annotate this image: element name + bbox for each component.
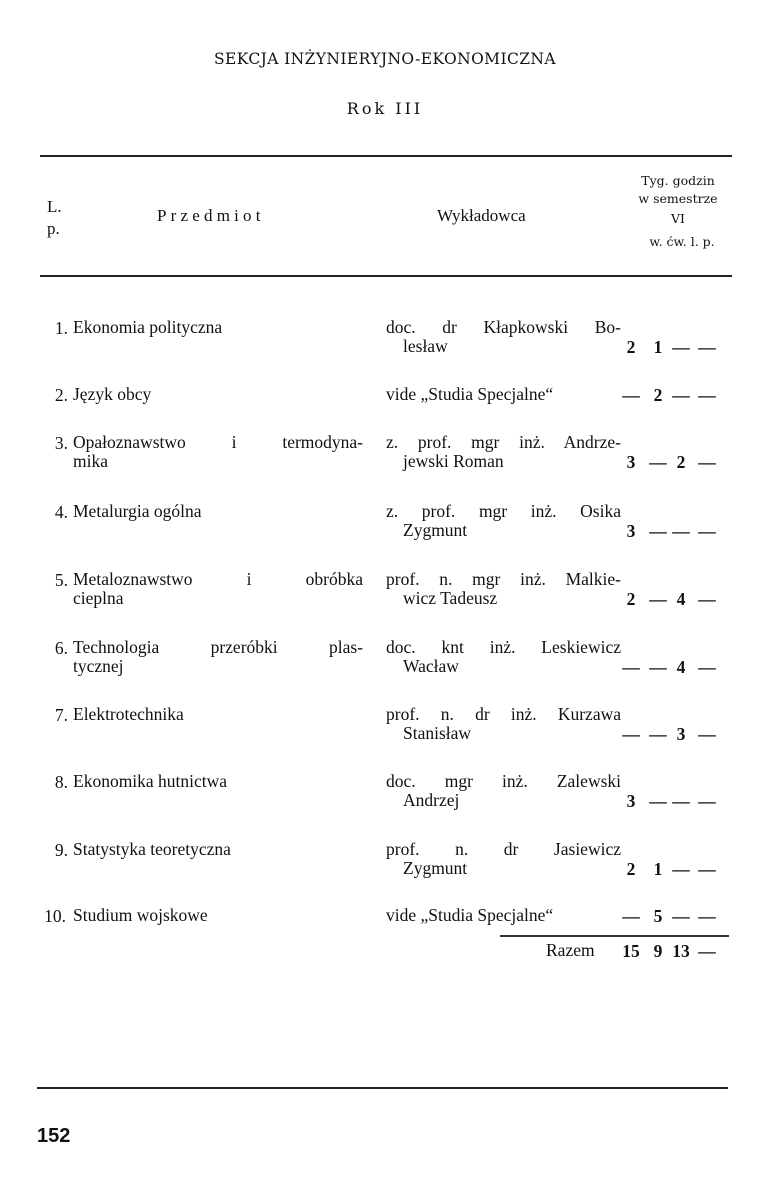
lecturer-line-1: prof. n. dr inż. Kurzawa (386, 704, 621, 724)
subject-cell (73, 385, 363, 404)
total-rule (500, 935, 729, 937)
subject-line-1: Statystyka teoretyczna (73, 839, 231, 859)
hours-p: — (698, 452, 716, 472)
lecturer-line-1: z. prof. mgr inż. Andrze- (386, 432, 621, 452)
lecturer-cell (386, 385, 621, 404)
hours-w: 2 (626, 589, 636, 609)
lecturer-line-2: Stanisław (403, 723, 472, 743)
hours-cell (620, 724, 740, 746)
hours-w: — (622, 724, 640, 744)
hours-l: — (672, 859, 690, 879)
row-number: 4. (54, 502, 68, 522)
lecturer-line-2: Wacław (403, 656, 459, 676)
hours-w: — (622, 906, 640, 926)
hours-cw: — (649, 791, 667, 811)
subject-line-1: Opałoznawstwo i termodyna- (73, 432, 363, 452)
lecturer-cell (386, 840, 621, 878)
hours-line1: Tyg. godzin (641, 173, 715, 188)
table-row (30, 385, 740, 427)
lecturer-line-2: lesław (403, 336, 448, 356)
hours-p: — (698, 906, 716, 926)
lecturer-line-2: Zygmunt (403, 858, 468, 878)
hours-w: 2 (626, 337, 636, 357)
table-row (30, 772, 740, 814)
year-heading: Rok III (346, 99, 424, 118)
table-row (30, 840, 740, 882)
hours-w: — (622, 657, 640, 677)
hours-cell (620, 906, 740, 928)
row-number: 6. (54, 638, 68, 658)
hours-l: 4 (676, 589, 686, 609)
hours-p: — (698, 385, 716, 405)
hours-p: — (698, 589, 716, 609)
lecturer-cell (386, 570, 621, 608)
lp-line2: p. (47, 219, 60, 238)
subject-line-1: Elektrotechnika (73, 704, 184, 724)
row-number: 1. (54, 318, 68, 338)
subject-line-1: Studium wojskowe (73, 905, 208, 925)
row-number: 5. (54, 570, 68, 590)
hours-w: 3 (626, 452, 636, 472)
column-header-lp (47, 196, 62, 240)
lecturer-line-1: doc. knt inż. Leskiewicz (386, 637, 621, 657)
page-number: 152 (37, 1125, 71, 1147)
subject-line-2: cieplna (73, 588, 124, 608)
lecturer-line-2: wicz Tadeusz (403, 588, 498, 608)
lecturer-cell (386, 705, 621, 743)
hours-cell (620, 657, 740, 679)
header-bottom-rule (40, 275, 732, 277)
lecturer-line-1: doc. mgr inż. Zalewski (386, 771, 621, 791)
hours-cell (620, 521, 740, 543)
column-header-lecturer: Wykładowca (437, 206, 526, 225)
table-row (30, 638, 740, 680)
subject-cell (73, 502, 363, 521)
total-hours-w: 15 (622, 941, 640, 961)
total-hours-cw: 9 (653, 941, 663, 961)
table-top-rule (40, 155, 732, 157)
hours-line2: w semestrze (638, 191, 718, 206)
hours-p: — (698, 724, 716, 744)
lecturer-line-1: vide „Studia Specjalne“ (386, 905, 554, 925)
hours-cw: — (649, 657, 667, 677)
lecturer-line-1: vide „Studia Specjalne“ (386, 384, 554, 404)
table-row (30, 502, 740, 544)
hours-p: — (698, 521, 716, 541)
hours-p: — (698, 657, 716, 677)
subject-line-1: Metaloznawstwo i obróbka (73, 569, 363, 589)
lecturer-line-2: Zygmunt (403, 520, 468, 540)
lecturer-line-1: prof. n. mgr inż. Malkie- (386, 569, 621, 589)
subject-line-1: Technologia przeróbki plas- (73, 637, 363, 657)
hours-l: — (672, 385, 690, 405)
subject-line-1: Język obcy (73, 384, 152, 404)
hours-cw: — (649, 521, 667, 541)
hours-cell (620, 791, 740, 813)
hours-cell (620, 385, 740, 407)
subject-line-2: tycznej (73, 656, 124, 676)
lecturer-line-1: z. prof. mgr inż. Osika (386, 501, 621, 521)
lecturer-line-1: doc. dr Kłapkowski Bo- (386, 317, 621, 337)
row-number: 3. (54, 433, 68, 453)
hours-cell (620, 859, 740, 881)
lecturer-cell (386, 433, 621, 471)
row-number: 8. (54, 772, 68, 792)
hours-cw: 1 (653, 859, 663, 879)
subject-cell (73, 705, 363, 724)
total-label: Razem (546, 940, 595, 960)
hours-p: — (698, 791, 716, 811)
subject-cell (73, 772, 363, 791)
table-row (30, 570, 740, 612)
hours-cw: — (649, 724, 667, 744)
table-row (30, 705, 740, 747)
lecturer-line-2: jewski Roman (403, 451, 504, 471)
column-header-hours (618, 172, 738, 254)
lecturer-cell (386, 906, 621, 925)
total-hours (620, 941, 740, 963)
hours-l: 4 (676, 657, 686, 677)
footer-rule (37, 1087, 728, 1089)
hours-cw: 5 (653, 906, 663, 926)
subject-cell (73, 570, 363, 608)
hours-w: 2 (626, 859, 636, 879)
lecturer-line-1: prof. n. dr Jasiewicz (386, 839, 621, 859)
hours-cell (620, 452, 740, 474)
lecturer-line-2: Andrzej (403, 790, 460, 810)
hours-cw: 2 (653, 385, 663, 405)
total-hours-p: — (698, 941, 716, 961)
total-row (400, 941, 740, 963)
semester-label: VI (671, 211, 685, 226)
row-number: 7. (54, 705, 68, 725)
subject-cell (73, 318, 363, 337)
subject-cell (73, 840, 363, 859)
hours-l: — (672, 337, 690, 357)
hours-cw: — (649, 589, 667, 609)
hours-l: 3 (676, 724, 686, 744)
section-title: SEKCJA INŻYNIERYJNO-EKONOMICZNA (214, 50, 556, 68)
hours-types: w. ćw. l. p. (649, 234, 715, 249)
subject-cell (73, 433, 363, 471)
hours-cw: 1 (653, 337, 663, 357)
row-number: 9. (54, 840, 68, 860)
hours-l: — (672, 791, 690, 811)
lecturer-cell (386, 318, 621, 356)
hours-l: 2 (676, 452, 686, 472)
hours-l: — (672, 521, 690, 541)
subject-line-2: mika (73, 451, 108, 471)
hours-p: — (698, 337, 716, 357)
hours-cell (620, 589, 740, 611)
lecturer-cell (386, 502, 621, 540)
hours-cw: — (649, 452, 667, 472)
table-row (30, 433, 740, 475)
column-header-subject: Przedmiot (157, 206, 265, 225)
subject-cell (73, 906, 363, 925)
lp-line1: L. (47, 197, 62, 216)
lecturer-cell (386, 638, 621, 676)
subject-line-1: Ekonomika hutnictwa (73, 771, 228, 791)
subject-cell (73, 638, 363, 676)
hours-l: — (672, 906, 690, 926)
subject-line-1: Ekonomia polityczna (73, 317, 223, 337)
hours-w: — (622, 385, 640, 405)
hours-cell (620, 337, 740, 359)
hours-p: — (698, 859, 716, 879)
table-row (30, 318, 740, 360)
total-hours-l: 13 (672, 941, 690, 961)
hours-w: 3 (626, 791, 636, 811)
subject-line-1: Metalurgia ogólna (73, 501, 202, 521)
lecturer-cell (386, 772, 621, 810)
row-number: 2. (54, 385, 68, 405)
row-number: 10. (44, 906, 66, 926)
hours-w: 3 (626, 521, 636, 541)
